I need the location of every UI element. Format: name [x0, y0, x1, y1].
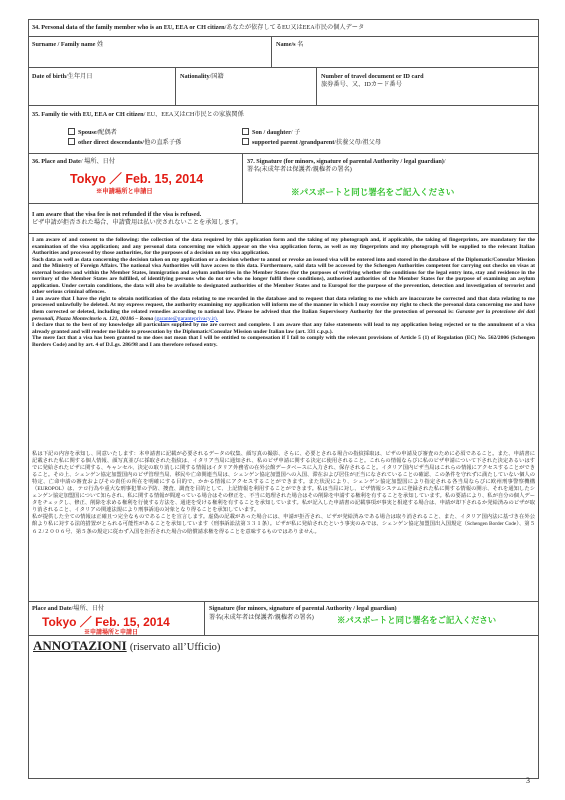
consent-en	[32, 237, 535, 348]
signature-label: 37. Signature (for minors, signature of parental Authority / legal guardian)	[247, 158, 444, 165]
names-label: Name/s	[276, 41, 296, 48]
fee-notice-jp: ビザ申請が拒否された場合、申請費用は払い戻されないことを承知します。	[32, 218, 242, 226]
final-place-date-label: Place and Date	[32, 605, 72, 612]
section-35-title-jp: / EU、EEA又はCH市民との家族関係	[143, 111, 244, 118]
consent-paragraph: I am aware of and consent to the following: the collection of the data required by this application form and the taking of my photograph and, if applicable, the taking of fingerprints, are mandatory for the examination of the visa application; and any personal data concerning me which appear on the visa application form, as well as my fingerprints and my photograph will be supplied to the relevant Italian Authorities and processed by those authorities, for the purposes of a decision on my visa application.	[32, 237, 535, 257]
dob-label: Date of birth	[32, 73, 67, 80]
section-34-title: 34. Personal data of the family member who is an EU, EEA or CH citizen	[32, 24, 225, 31]
section-35-title: 35. Family tie with EU, EEA or CH citizen	[32, 111, 144, 118]
section-35	[28, 106, 539, 154]
final-signature-field[interactable]	[204, 602, 539, 635]
consent-section	[28, 234, 539, 602]
page-number: 3	[526, 776, 530, 785]
supported-parent-option[interactable]	[242, 138, 381, 147]
final-signature-note: ※パスポートと同じ署名をご記入ください	[337, 615, 497, 625]
final-signature-row	[28, 602, 539, 636]
supported-parent-checkbox[interactable]	[242, 138, 249, 145]
nationality-field[interactable]	[175, 68, 316, 105]
final-place-date-note: ※申請場所と申請日	[84, 630, 139, 636]
spouse-checkbox[interactable]	[68, 128, 75, 135]
place-date-value: Tokyo ／ Feb. 15, 2014	[70, 172, 204, 186]
fee-notice-en: I am aware that the visa fee is not refunded if the visa is refused.	[32, 211, 202, 218]
other-descendants-option[interactable]	[68, 138, 181, 147]
place-date-field[interactable]	[28, 154, 242, 203]
spouse-label: Spouse	[78, 129, 97, 136]
consent-jp-paragraph: 私が提供した全ての情報は正確且つ完全なものであることを宣言します。虚偽の記載があった場合には、申請が拒否され、ビザが発給済みである場合は取り消されること、また、イタリア国内法に基づき在外公館より私に対する法的措置がとられる可能性があることを承知しています（刑事訴訟法第３３１条）。ビザが私に発給されたという事実のみでは、シェンゲン協定加盟国出入国規定（Schengen Border Code）、第５６２/２００６号、第５条の規定に従わず入国を拒否された場合の賠償請求権を得ることを意味するものではありません。	[32, 514, 535, 535]
fee-notice	[28, 204, 539, 234]
names-field[interactable]	[271, 37, 539, 67]
spouse-label-jp: /配偶者	[96, 129, 117, 136]
son-daughter-checkbox[interactable]	[242, 128, 249, 135]
names-label-jp: 名	[297, 41, 304, 48]
signature-note: ※パスポートと同じ署名をご記入ください	[291, 187, 455, 197]
son-daughter-label: Son / daughter	[252, 129, 291, 136]
signature-field[interactable]	[242, 154, 539, 203]
garante-address: Garante per la protezione dei dati personali, Piazza Montecitorio n. 121, 00186 – Roma	[32, 309, 536, 322]
surname-label-jp: 姓	[96, 41, 104, 48]
surname-label: Surname / Family name	[32, 41, 96, 48]
travel-doc-label-jp: 旅券番号、又、IDカード番号	[321, 80, 402, 88]
other-descendants-checkbox[interactable]	[68, 138, 75, 145]
spouse-option[interactable]	[68, 128, 117, 137]
nationality-label-jp: /国籍	[209, 73, 224, 80]
name-row	[28, 37, 539, 68]
dob-field[interactable]	[28, 68, 175, 105]
final-place-date-value: Tokyo ／ Feb. 15, 2014	[42, 615, 170, 629]
other-descendants-label: other direct descendants/	[78, 139, 145, 146]
final-place-date-label-jp: /場所、日付	[71, 605, 105, 612]
place-date-label-jp: / 場所、日付	[80, 158, 116, 165]
annotazioni-title: ANNOTAZIONI	[33, 638, 127, 653]
final-signature-label-jp: 署名(未成年者は保護者/親権者の署名)	[209, 614, 314, 621]
final-place-date-field[interactable]	[28, 602, 204, 635]
nationality-label: Nationality	[180, 73, 210, 80]
supported-parent-label-jp: /扶養父母/祖父母	[334, 139, 382, 146]
section-36-37	[28, 154, 539, 204]
annotazioni-heading	[33, 638, 220, 654]
son-daughter-option[interactable]	[242, 128, 300, 137]
travel-doc-field[interactable]	[316, 68, 539, 105]
final-signature-label: Signature (for minors, signature of parental Authority / legal guardian)	[209, 605, 397, 612]
place-date-label: 36. Place and Date	[32, 158, 81, 165]
son-daughter-label-jp: / 子	[290, 129, 301, 136]
consent-jp-paragraph: 私は下記の内容を承知し、同意いたします：本申請書に記載が必要されるデータの収集、顔写真の撮影、さらに、必要とされる場合の指紋採取は、ビザの申請及び審査のために必須であること。また、申請書に記載された私に関する個人情報、顔写真並びに採取された指紋は、イタリア当局に通知され、私のビザ申請に関する決定に使用されること。これらの情報ならびに私のビザ申請について下された決定あるいはすでに発給されたビザに関する、キャンセル、決定の取り消しに関する情報はイタリア外務省の在外公館データベースに入力され、保存されること。イタリア国内ビザ当局はこれらの情報にアクセスすることができること。その上、シェンゲン協定加盟国内のビザ管理当局、移民や亡命関連当局は、シェンゲン協定加盟国への入国、滞在および居住が正当になされていることの確認、この条件を守れずに満たしていない個人の特定、亡命申請の審査およびその責任の所在を明確にする目的で、かかる情報にアクセスすることができます。また状況により、シェンゲン協定加盟国により指定される各当局ならびに欧州刑事警察機構（EUROPOL）は、テロ行為や重大な刑事犯罪の予防、捜査、調査を目的として、上記情報を利用することができます。私は当局に対し、ビザ情報システムに登録された私に関する情報の開示、それを通知したシェンゲン協定加盟国について知らされ、私に関する情報が間違っている場合はその修正を、不当に処理された場合はその削除を申請する権利を有することを承知しています。私の要請により、私が自分の個人データをチェックし、修正、削除を求める権利を行使する方法を、通達を受ける権利を有することを承知しています。私が記入した申請書の記載事項が事実と相違する場合は、申請が却下されるか発給済みのビザが取り消されること、イタリアの関連法規により刑事訴追の対象となり得ることを承知しています。	[32, 451, 535, 514]
identity-row	[28, 68, 539, 106]
section-34-header	[28, 19, 539, 37]
signature-label-jp: / 署名(未成年者は保護者/親権者の署名)	[247, 158, 446, 173]
section-34-title-jp: /あなたが依存してるEU又はEEA市民の個人データ	[224, 24, 365, 31]
place-date-note: ※申請場所と申請日	[96, 188, 153, 195]
consent-paragraph: Such data as well as data concerning the decision taken on my application or a decision whether to annul or revoke an issued visa will be entered into and stored in the database of the Diplomatic/Consular Mission and the Ministry of Foreign Affairs. The national visa Authorities will have access to this data. Furthermore, said data will be accessed by the Schengen Authorities competent for carrying out checks on visas at external borders and within the Member States, immigration and asylum authorities in the Member States (for the purposes of verifying whether the conditions for the legal entry into, stay and residence in the territory of the Member States are fulfilled, of identifying persons who do not or who no longer fulfil these conditions), authorised authorities of the Member States for the purpose of examining an asylum application. Under certain conditions, the data will also be available to designated authorities of the Member States and to Europol for the purpose of the prevention, detection and investigation of terrorist and other serious criminal offences.	[32, 256, 535, 296]
consent-paragraph: I am aware that I have the right to obtain notification of the data relating to me recorded in the database and to request that data relating to me which are inaccurate be corrected and that data relating to me processed unlawfully be deleted. At my express request, the authority examining my application will inform me of the manner in which I may exercise my right to check the personal data concerning me and have them corrected or deleted, including the related remedies according to national law. Please be advised that the Italian Supervisory Authority for the protection of personal is:	[32, 295, 535, 316]
travel-doc-label: Number of travel document or ID card	[321, 73, 424, 80]
surname-field[interactable]	[28, 37, 271, 67]
annotazioni-subtitle: (riservato all’Ufficio)	[129, 642, 221, 653]
consent-paragraph: I declare that to the best of my knowledge all particulars supplied by me are correct and complete. I am aware that any false statements will lead to my application being rejected or to the annulment of a visa already granted and will render me liable to prosecution by the Diplomatic/Consular Mission under Italian law (art. 331 c.p.p.).	[32, 322, 535, 335]
other-descendants-label-jp: 他の直系子孫	[144, 139, 182, 146]
consent-jp	[32, 451, 535, 536]
dob-label-jp: /生年月日	[66, 73, 93, 80]
supported-parent-label: supported parent /grandparent	[252, 139, 335, 146]
garante-email-link[interactable]: (garante@garanteprivacy.it).	[154, 315, 219, 322]
consent-paragraph: The mere fact that a visa has been granted to me does not mean that I will be entitled to compensation if I fail to comply with the relevant provisions of Article 5 (1) of Regulation (EC) No. 562/2006 (Schengen Borders Code) and by art. 4 of D.Lgs. 286/98 and I am therefore refused entry.	[32, 335, 535, 348]
